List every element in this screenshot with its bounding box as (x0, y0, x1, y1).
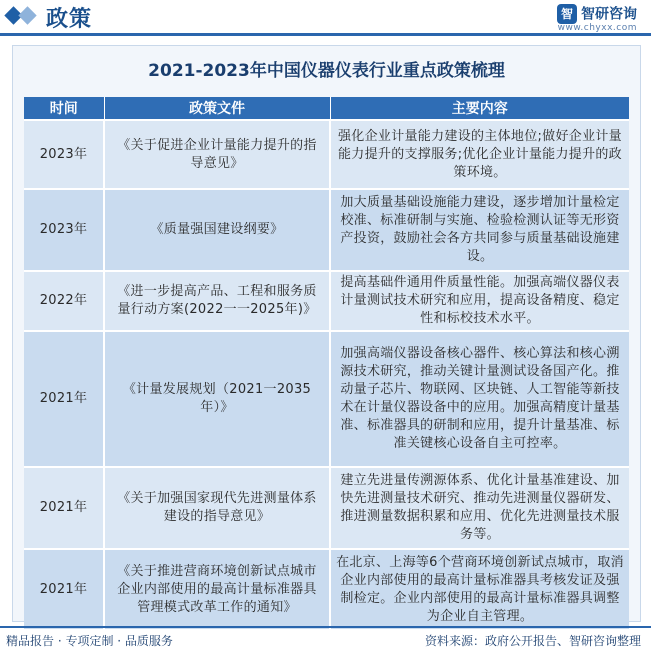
brand-block (557, 3, 637, 33)
row-content: 在北京、上海等6个营商环境创新试点城市，取消企业内部使用的最高计量标准器具考核发证及强制检定。企业内部使用的最高计量标准器具调整为企业自主管理。 (330, 549, 629, 629)
row-year: 2021年 (24, 467, 104, 549)
header-divider (0, 33, 651, 36)
table-header-row (24, 97, 629, 120)
row-content: 强化企业计量能力建设的主体地位;做好企业计量能力提升的支撑服务;优化企业计量能力提升的政策环境。 (330, 120, 629, 189)
row-policy: 《关于推进营商环境创新试点城市企业内部使用的最高计量标准器具管理模式改革工作的通知》 (104, 549, 330, 629)
row-year: 2023年 (24, 120, 104, 189)
policy-table (24, 97, 629, 629)
table-row (24, 271, 629, 331)
table-row (24, 189, 629, 271)
page-header (0, 0, 651, 36)
row-policy: 《关于加强国家现代先进测量体系建设的指导意见》 (104, 467, 330, 549)
column-header-time: 时间 (24, 97, 104, 120)
row-year: 2023年 (24, 189, 104, 271)
policy-panel (12, 45, 641, 622)
footer-source: 资料来源：政府公开报告、智研咨询整理 (424, 634, 641, 648)
brand-name: 智研咨询 (581, 6, 637, 23)
table-row (24, 467, 629, 549)
section-title: 政策 (46, 7, 93, 32)
brand-logo-icon: 智 (557, 4, 577, 24)
column-header-policy: 政策文件 (104, 97, 330, 120)
table-row (24, 331, 629, 467)
table-title: 2021-2023年中国仪器仪表行业重点政策梳理 (148, 61, 505, 81)
page-footer (0, 626, 651, 649)
row-content: 建立先进量传溯源体系、优化计量基准建设、加快先进测量技术研究、推动先进测量仪器研发、推进测量数据积累和应用、优化先进测量技术服务等。 (330, 467, 629, 549)
table-row (24, 549, 629, 629)
table-row (24, 120, 629, 189)
footer-divider (0, 626, 651, 628)
row-content: 加大质量基础设施能力建设，逐步增加计量检定校准、标准研制与实施、检验检测认证等无形资产投资，鼓励社会各方共同参与质量基础设施建设。 (330, 189, 629, 271)
footer-tagline: 精品报告 · 专项定制 · 品质服务 (6, 634, 173, 648)
diamond-icon-secondary (18, 6, 36, 24)
row-policy: 《关于促进企业计量能力提升的指导意见》 (104, 120, 330, 189)
row-policy: 《进一步提高产品、工程和服务质量行动方案(2022一一2025年)》 (104, 271, 330, 331)
row-content: 提高基础件通用件质量性能。加强高端仪器仪表计量测试技术研究和应用，提高设备精度、稳定性和标校技术水平。 (330, 271, 629, 331)
row-content: 加强高端仪器设备核心器件、核心算法和核心溯源技术研究，推动关键计量测试设备国产化。推动量子芯片、物联网、区块链、人工智能等新技术在计量仪器设备中的应用。加强高精度计量基准、标准器具的研制和应用，提升计量基准、标准关键核心设备自主可控率。 (330, 331, 629, 467)
row-year: 2021年 (24, 549, 104, 629)
row-year: 2022年 (24, 271, 104, 331)
row-policy: 《计量发展规划（2021一2035年）》 (104, 331, 330, 467)
brand-url: www.chyxx.com (557, 22, 637, 33)
column-header-content: 主要内容 (330, 97, 629, 120)
row-policy: 《质量强国建设纲要》 (104, 189, 330, 271)
row-year: 2021年 (24, 331, 104, 467)
